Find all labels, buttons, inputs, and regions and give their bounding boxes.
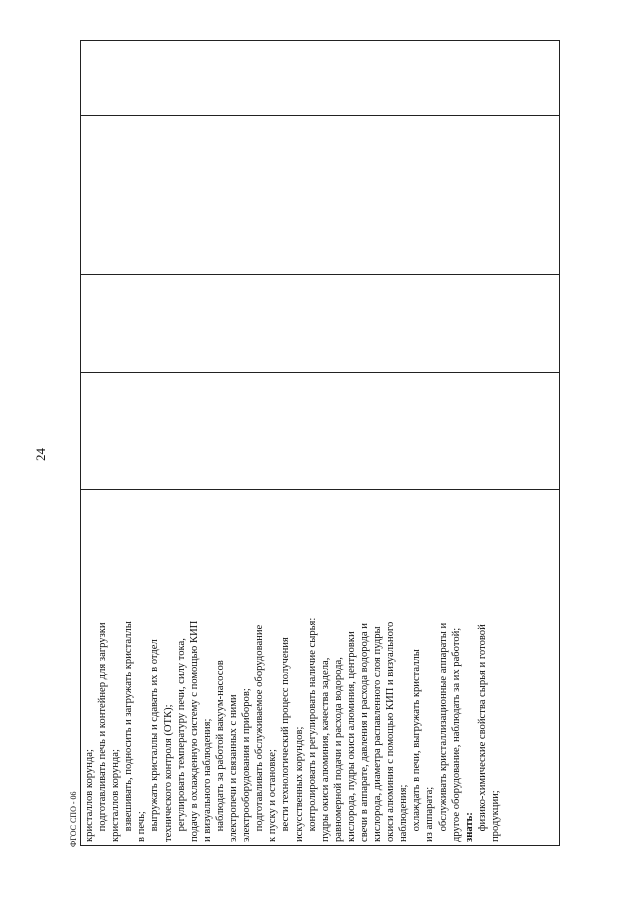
text-line: подготавливать печь и контейнер для загрузки [97,622,109,842]
text-line: кислорода, пудры окиси алюминия, центровки [345,631,357,842]
table-cell-competencies [81,489,559,845]
text-line: к пуску и остановке; [267,749,279,842]
text-line: свечи в аппарате, давления и расхода водорода и [358,623,370,842]
text-line: кислорода, диаметра распавленного слоя пудры [372,626,384,842]
text-line: подачу в охлажденную систему с помощью КИП [188,620,200,842]
text-line: кристаллов корунда; [84,749,95,842]
text-line: контролировать и регулировать наличие сырья: [306,617,318,842]
text-line: кристаллов корунда; [110,749,122,842]
page-number: 24 [33,448,48,461]
text-line: выгружать кристаллы и сдавать их в отдел [149,639,161,842]
text-line: электрооборудования и приборов; [241,688,253,842]
text-line: в печь; [136,811,148,842]
text-line: знать: [463,812,475,842]
table-frame [80,40,560,846]
text-line: искусственных корундов; [293,726,305,842]
text-line: из аппарата; [424,786,436,842]
footer-code: ФГОС СПО - 06 [69,791,78,847]
text-line: взвешивать, подносить и загружать кристаллы [123,621,135,842]
text-line: обслуживать кристаллизационные аппараты и [437,622,449,842]
text-line: наблюдения; [398,784,410,842]
text-line: вести технологический процесс получения [280,637,292,842]
text-line: другое оборудование, наблюдать за их работой; [450,627,462,842]
text-line: продукции; [489,790,501,842]
table-cell-empty-3 [81,274,559,372]
text-line: равномерной подачи и расхода водорода, [332,657,344,842]
text-line: охлаждать в печи, выгружать кристаллы [411,649,423,842]
text-line: технического контроля (ОТК); [162,704,174,842]
text-line: подготавливать обслуживаемое оборудование [254,624,266,842]
text-line: и визуального наблюдения; [201,718,213,842]
table-cell-empty-5 [81,41,559,115]
competency-table [80,40,560,846]
text-line: регулировать температуру печи, силу тока, [175,638,187,842]
text-line: электропечи и связанных с ними [228,694,240,842]
text-line: наблюдать за работой вакуум-насосов [214,660,226,842]
text-line: пудры окиси алюминия, качества задела, [319,657,331,842]
text-line: окиси алюминия с помощью КИП и визуального [385,621,397,842]
text-line: физико-химические свойства сырья и готовой [476,624,488,842]
table-cell-empty-4 [81,115,559,275]
table-cell-empty-2 [81,372,559,489]
